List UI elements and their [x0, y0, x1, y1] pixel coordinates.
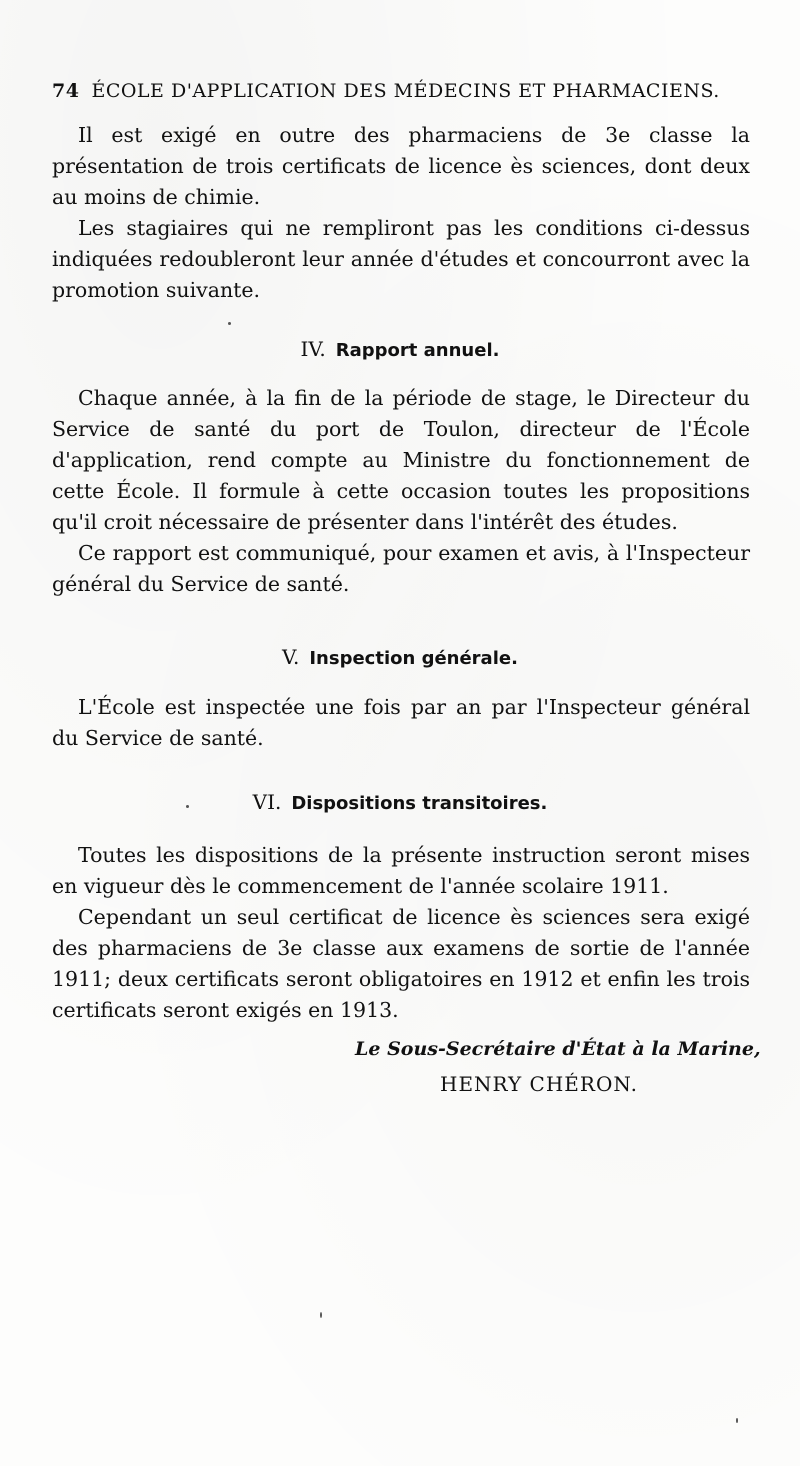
- scan-speck: [320, 1312, 322, 1318]
- paragraph: Ce rapport est communiqué, pour examen et avis, à l'Inspecteur général du Service de santé.: [52, 541, 750, 596]
- running-header: [52, 80, 748, 102]
- section-number: VI.: [252, 790, 282, 814]
- paragraph: Toutes les dispositions de la présente instruction seront mises en vigueur dès le commencement de l'année scolaire 1911.: [52, 843, 750, 898]
- intro-text: [52, 120, 750, 306]
- section-heading-v: [0, 645, 800, 669]
- scan-speck: [186, 805, 189, 808]
- section-body-iv: [52, 383, 750, 600]
- section-title: Rapport annuel.: [335, 340, 500, 361]
- paragraph: Chaque année, à la fin de la période de stage, le Directeur du Service de santé du port de Toulon, directeur de l'École d'application, rend compte au Ministre du fonctionnement de cette École. Il formule à cette occasion toutes les propositions qu'il croit nécessaire de présenter dans l'intérêt des études.: [52, 386, 750, 534]
- section-title: Inspection générale.: [309, 648, 518, 669]
- signature-role: Le Sous-Secrétaire d'État à la Marine,: [355, 1038, 761, 1060]
- section-heading-iv: [0, 337, 800, 361]
- running-title: ÉCOLE D'APPLICATION DES MÉDECINS ET PHARMACIENS.: [91, 80, 720, 102]
- page-number: 74: [52, 80, 80, 102]
- section-number: IV.: [300, 337, 326, 361]
- scan-speck: [228, 322, 231, 325]
- section-title: Dispositions transitoires.: [291, 793, 548, 814]
- section-heading-vi: [0, 790, 800, 814]
- section-number: V.: [282, 645, 300, 669]
- section-body-v: [52, 692, 750, 754]
- scan-speck: [736, 1418, 738, 1423]
- paragraph: Les stagiaires qui ne rempliront pas les conditions ci-dessus indiquées redoubleront leur année d'études et concourront avec la promotion suivante.: [52, 216, 750, 302]
- paragraph: Il est exigé en outre des pharmaciens de 3e classe la présentation de trois certificats de licence ès sciences, dont deux au moins de chimie.: [52, 123, 750, 209]
- section-body-vi: [52, 840, 750, 1026]
- paragraph: L'École est inspectée une fois par an par l'Inspecteur général du Service de santé.: [52, 695, 750, 750]
- signature-name: HENRY CHÉRON.: [440, 1072, 638, 1096]
- paragraph: Cependant un seul certificat de licence ès sciences sera exigé des pharmaciens de 3e classe aux examens de sortie de l'année 1911; deux certificats seront obligatoires en 1912 et enfin les trois certificats seront exigés en 1913.: [52, 905, 750, 1022]
